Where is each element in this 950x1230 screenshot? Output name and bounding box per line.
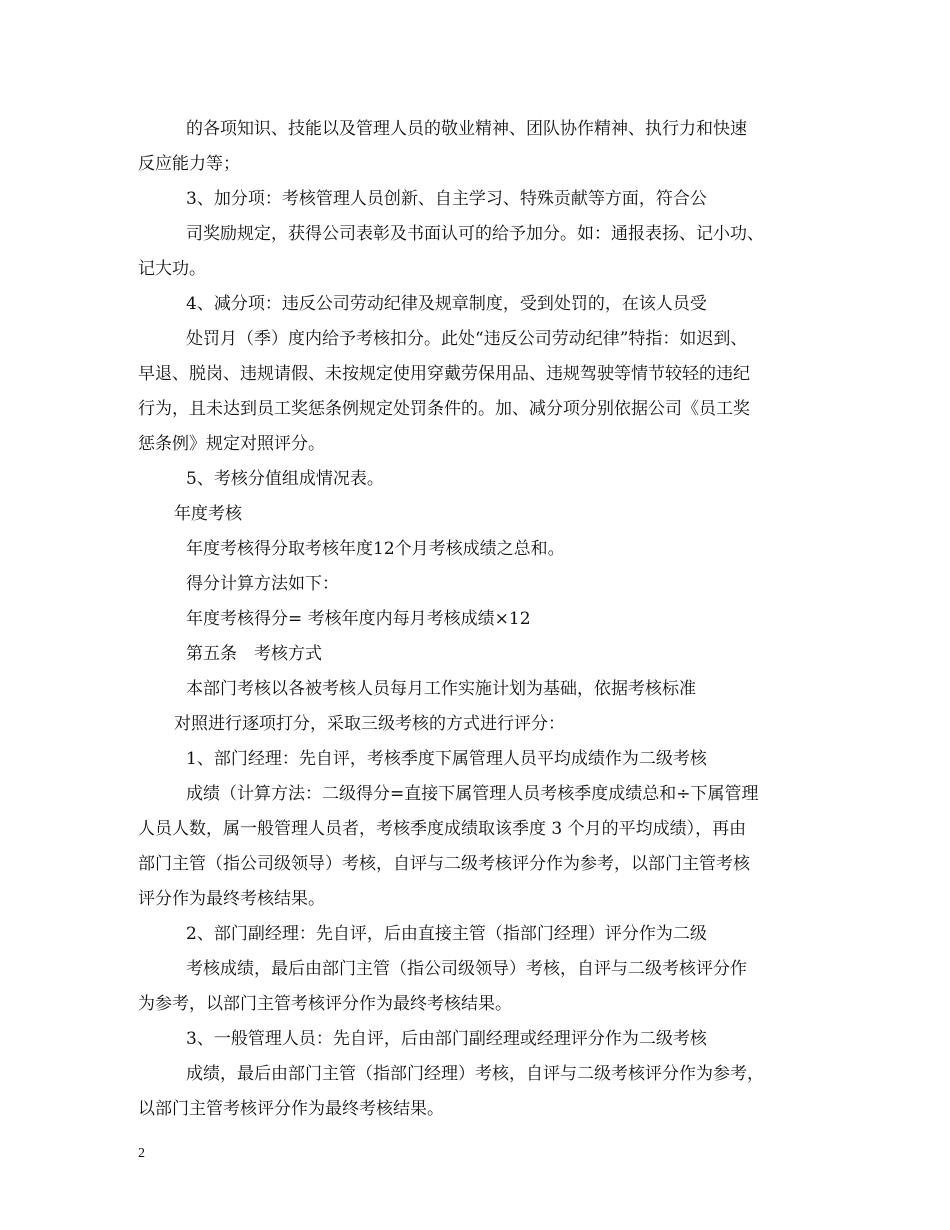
text-line: 3、一般管理人员：先自评，后由部门副经理或经理评分作为二级考核 (186, 1029, 707, 1049)
text-line: 为参考，以部门主管考核评分作为最终考核结果。 (138, 994, 512, 1014)
text-line: 4、减分项：违反公司劳动纪律及规章制度，受到处罚的，在该人员受 (186, 294, 707, 314)
text-line: 部门主管（指公司级领导）考核，自评与二级考核评分作为参考，以部门主管考核 (138, 854, 750, 874)
text-line: 行为，且未达到员工奖惩条例规定处罚条件的。加、减分项分别依据公司《员工奖 (138, 399, 750, 419)
text-line: 成绩，最后由部门主管（指部门经理）考核，自评与二级考核评分作为参考， (186, 1064, 764, 1084)
text-line: 早退、脱岗、违规请假、未按规定使用穿戴劳保用品、违规驾驶等情节较轻的违纪 (138, 364, 750, 384)
text-line: 人员人数，属一般管理人员者，考核季度成绩取该季度 3 个月的平均成绩），再由 (138, 819, 747, 839)
text-line: 记大功。 (138, 259, 206, 279)
section-heading: 年度考核 (174, 504, 242, 524)
text-line: 1、部门经理：先自评，考核季度下属管理人员平均成绩作为二级考核 (186, 749, 707, 769)
text-line: 2、部门副经理：先自评，后由直接主管（指部门经理）评分作为二级 (186, 924, 707, 944)
text-line: 考核成绩，最后由部门主管（指公司级领导）考核，自评与二级考核评分作 (186, 959, 747, 979)
text-line: 5、考核分值组成情况表。 (186, 469, 384, 489)
formula-line: 年度考核得分= 考核年度内每月考核成绩×12 (186, 609, 531, 629)
document-body (138, 112, 818, 1127)
text-line: 评分作为最终考核结果。 (138, 889, 325, 909)
text-line: 对照进行逐项打分，采取三级考核的方式进行评分： (174, 714, 565, 734)
text-line: 成绩（计算方法：二级得分=直接下属管理人员考核季度成绩总和÷下属管理 (186, 784, 759, 804)
text-line: 年度考核得分取考核年度12个月考核成绩之总和。 (186, 539, 565, 559)
text-line: 本部门考核以各被考核人员每月工作实施计划为基础，依据考核标准 (186, 679, 696, 699)
text-line: 惩条例》规定对照评分。 (138, 434, 325, 454)
text-line: 司奖励规定，获得公司表彰及书面认可的给予加分。如：通报表扬、记小功、 (186, 224, 764, 244)
text-line: 得分计算方法如下： (186, 574, 339, 594)
text-line: 3、加分项：考核管理人员创新、自主学习、特殊贡献等方面，符合公 (186, 189, 707, 209)
text-line: 以部门主管考核评分作为最终考核结果。 (138, 1099, 444, 1119)
text-line: 反应能力等； (138, 154, 240, 174)
article-heading: 第五条 考核方式 (186, 644, 322, 664)
page-number: 2 (138, 1146, 145, 1161)
text-line: 的各项知识、技能以及管理人员的敬业精神、团队协作精神、执行力和快速 (186, 119, 747, 139)
text-line: 处罚月（季）度内给予考核扣分。此处“违反公司劳动纪律”特指：如迟到、 (186, 329, 748, 349)
